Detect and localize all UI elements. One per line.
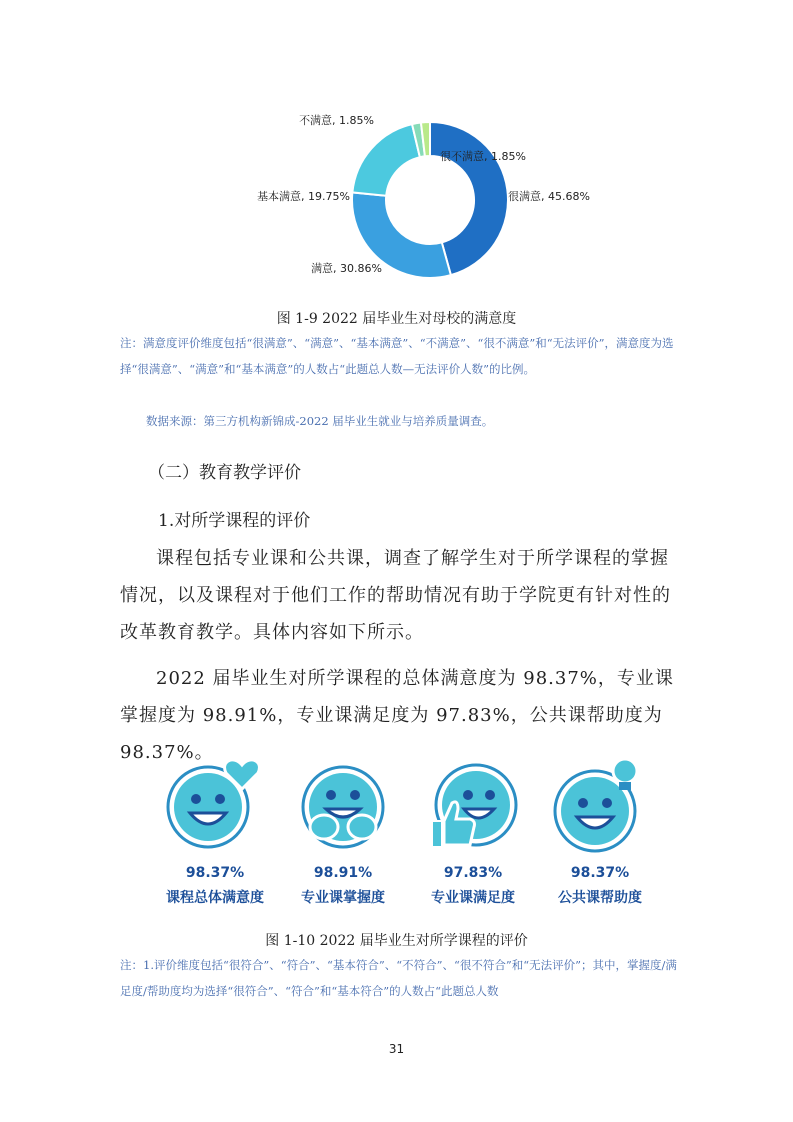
metric-public-course-help — [535, 755, 665, 907]
smiley-hands-icon — [288, 755, 398, 855]
smiley-bulb-icon — [545, 755, 655, 855]
donut-label-4: 不满意, 1.85% — [299, 114, 374, 127]
metric-value: 97.83% — [443, 865, 503, 881]
data-source: 数据来源：第三方机构新锦成-2022 届毕业生就业与培养质量调查。 — [146, 414, 494, 428]
paragraph-course-intro: 课程包括专业课和公共课，调查了解学生对于所学课程的掌握情况，以及课程对于他们工作的帮助情况有助于学院更有针对性的改革教育教学。具体内容如下所示。 — [120, 548, 671, 643]
paragraph-course-stats: 2022 届毕业生对所学课程的总体满意度为 98.37%，专业课掌握度为 98.91%，专业课满足度为 97.83%，公共课帮助度为 98.37%。 — [120, 668, 674, 763]
figure-caption-1-9: 图 1-9 2022 届毕业生对母校的满意度 — [276, 311, 517, 327]
donut-slice-3 — [352, 124, 419, 196]
metric-value: 98.37% — [185, 865, 245, 881]
metric-label: 专业课掌握度 — [301, 890, 385, 906]
donut-label-2: 满意, 30.86% — [311, 262, 382, 275]
metric-course-mastery — [278, 755, 408, 907]
metric-overall-satisfaction — [150, 755, 280, 907]
donut-label-1: 很满意, 45.68% — [508, 190, 590, 203]
metric-label: 课程总体满意度 — [166, 890, 264, 906]
metric-value: 98.91% — [313, 865, 373, 881]
figure-caption-1-10: 图 1-10 2022 届毕业生对所学课程的评价 — [265, 933, 528, 949]
metric-label: 公共课帮助度 — [558, 890, 642, 906]
metric-label: 专业课满足度 — [431, 890, 515, 906]
donut-label-3: 基本满意, 19.75% — [257, 190, 350, 203]
donut-label-5: 很不满意, 1.85% — [440, 150, 526, 163]
subsection-heading: 1.对所学课程的评价 — [158, 511, 311, 531]
page-number: 31 — [388, 1042, 405, 1056]
satisfaction-donut-chart — [250, 100, 670, 300]
metric-course-fulfillment — [408, 755, 538, 907]
metric-value: 98.37% — [570, 865, 630, 881]
figure-note-1-10: 注：1.评价维度包括“很符合”、“符合”、“基本符合”、“不符合”、“很不符合”和“无法评价”；其中，掌握度/满足度/帮助度均为选择“很符合”、“符合”和“基本符合”的人数占“此题总人数 — [120, 958, 677, 998]
smiley-thumbs-up-icon — [418, 755, 528, 855]
figure-note-1-9: 注：满意度评价维度包括“很满意”、“满意”、“基本满意”、“不满意”、“很不满意”和“无法评价”，满意度为选择“很满意”、“满意”和“基本满意”的人数占“此题总人数—无法评价人数”的比例。 — [120, 336, 674, 376]
smiley-heart-icon — [160, 755, 270, 855]
section-heading: （二）教育教学评价 — [148, 463, 301, 483]
